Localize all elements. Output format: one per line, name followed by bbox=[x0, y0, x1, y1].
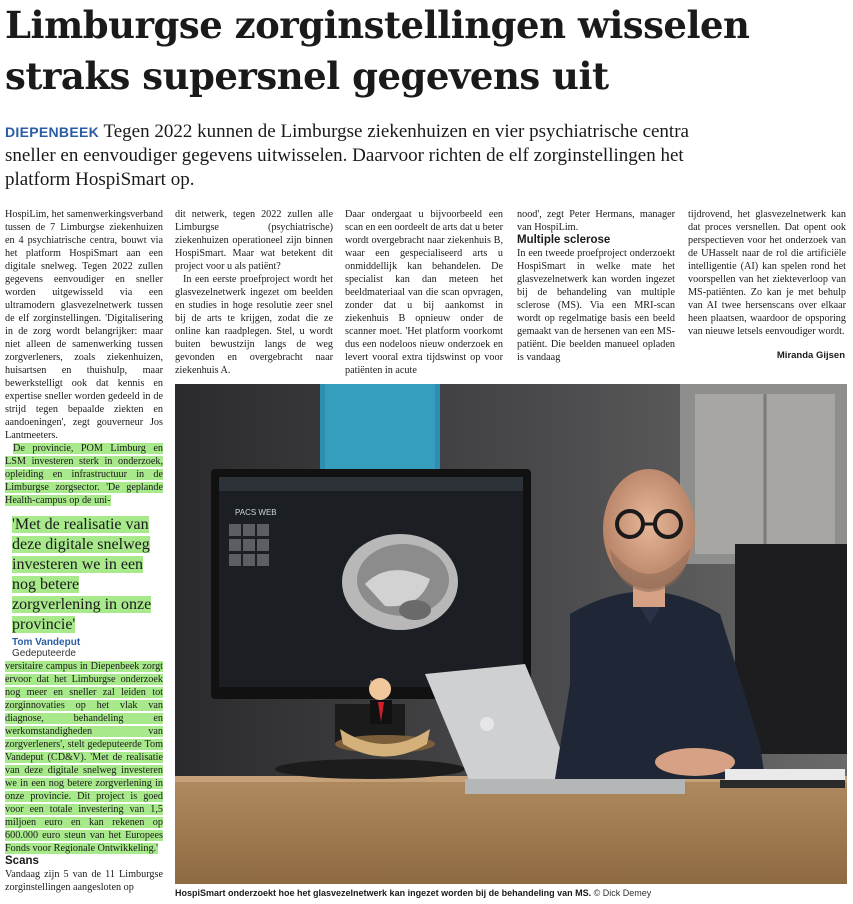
pull-quote bbox=[12, 515, 162, 659]
pull-quote-text-highlight: 'Met de realisatie van deze digitale snelweg investeren we in een nog betere zorgverlening in onze provincie' bbox=[12, 516, 152, 633]
col4-subhead: Multiple sclerose bbox=[517, 234, 611, 246]
col1-paragraph-4: Vandaag zijn 5 van de 11 Limburgse zorginstellingen aangesloten op bbox=[5, 869, 163, 893]
col2-paragraph-2: In een eerste proefproject wordt het glasvezelnetwerk ingezet om beelden en studies in hoge resolutie zeer snel bij de arts te krijgen, zodat die ze online kan raadplegen. Stel, u wordt buiten bewustzijn langs de weg gevonden en overgebracht naar ziekenhuis A. bbox=[175, 274, 333, 376]
col4-paragraph-2: In een tweede proefproject onderzoekt HospiSmart in welke mate het glasvezelnetwerk kan worden ingezet bij de behandeling van multiple sclerose (MS). Via een MRI-scan wordt op regelmatige basis een beeld gemaakt van de hersenen van een MS-patiënt. Die beelden manueel opladen is vandaag bbox=[517, 248, 675, 363]
column-1 bbox=[5, 208, 163, 507]
caption-credit: © Dick Demey bbox=[593, 888, 652, 898]
col2-paragraph-1: dit netwerk, tegen 2022 zullen alle Limburgse (psychiatrische) ziekenhuizen operationeel zijn binnen HospiSmart. Maar wat betekent dit project voor u als patiënt? bbox=[175, 209, 333, 272]
intro bbox=[5, 120, 740, 192]
screen-title: PACS WEB bbox=[235, 508, 277, 517]
col1-paragraph-3-text: versitaire campus in Diepenbeek zorgt ervoor dat het Limburgse onderzoek nog meer en sneller zal leiden tot zorginnovaties op het vlak van diagnose, behandeling en werkomstandigheden van zorgverleners', stelt gedeputeerde Tom Vandeput (CD&V). 'Met de realisatie van deze digitale snelweg investeren we in een nog betere zorgverlening in onze provincie. Dit project is goed voor een totale investering van 1,5 miljoen euro en kan rekenen op 600.000 euro steun van het Europees Fonds voor Regionale Ontwikkeling.' bbox=[5, 661, 163, 854]
col5-paragraph-1: tijdrovend, het glasvezelnetwerk kan dat proces versnellen. Dat opent ook perspectieven voor het onderzoek van de UHasselt naar de rol die artificiële intelligentie (AI) kan spelen rond het voorspellen van het ziekteverloop van MS-patiënten. Zo kan je met behulp van AI twee hersenscans over elkaar heen plaatsen, waardoor de opsporing van nieuwe letsels eenvoudiger wordt. bbox=[688, 209, 846, 337]
col1-paragraph-3 bbox=[5, 660, 163, 855]
kicker: DIEPENBEEK bbox=[5, 124, 100, 140]
pull-quote-role: Gedeputeerde bbox=[12, 648, 76, 659]
col1-paragraph-2-text: De provincie, POM Limburg en LSM investeren sterk in onderzoek, opleiding en infrastructuur in de Limburgse zorgsector. 'De geplande Health-campus op de uni- bbox=[5, 443, 163, 506]
column-4 bbox=[517, 208, 675, 364]
intro-text: Tegen 2022 kunnen de Limburgse ziekenhuizen en vier psychiatrische centra sneller en eenvoudiger gegevens uitwisselen. Daarvoor richten de elf zorginstellingen het platform HospiSmart op. bbox=[5, 121, 689, 190]
photo-illustration bbox=[175, 384, 847, 884]
col1-paragraph-1: HospiLim, het samenwerkingsverband tussen de 7 Limburgse ziekenhuizen en 4 psychiatrische centra, bouwt via het platform HospiSmart aan een digitale snelweg. Tegen 2022 zullen gegevens eenvoudiger en sneller worden uitgewisseld via een ultramodern glasvezelnetwerk tussen de elf zorginstellingen. 'Digitalisering in de zorg wordt belangrijker: maar niet alleen de samenwerking tussen zorgverleners, zoals ziekenhuizen, huisartsen en thuishulp, maar bewerkstelligt ook dat kennis en expertise sneller worden gedeeld in de strijd tegen bepaalde ziekten en aandoeningen', zegt gouverneur Jos Lantmeeters. bbox=[5, 209, 163, 441]
pull-quote-name: Tom Vandeput bbox=[12, 637, 81, 648]
column-5 bbox=[688, 208, 846, 338]
byline: Miranda Gijsen bbox=[776, 350, 845, 361]
column-3 bbox=[345, 208, 503, 377]
col1-paragraph-2 bbox=[5, 442, 163, 507]
col1-subhead: Scans bbox=[5, 855, 39, 867]
headline: Limburgse zorginstellingen wisselen straks supersnel gegevens uit bbox=[5, 3, 750, 98]
col3-paragraph-1: Daar ondergaat u bijvoorbeeld een scan en een oordeelt de arts dat u beter wordt overgebracht naar ziekenhuis B, waar een gespecialiseerd arts u onmiddellijk kan behandelen. De specialist kan dan meteen het beeldmateriaal van die scan opvragen, zonder dat u bij aankomst in ziekenhuis B opnieuw onder de scanner moet. 'Het platform voorkomt dus een nodeloos nieuw onderzoek en levert vooral extra tijdswinst op voor patiënten in acute bbox=[345, 209, 503, 376]
article-photo bbox=[175, 384, 847, 884]
column-1-continued bbox=[5, 660, 163, 894]
col4-paragraph-1: nood', zegt Peter Hermans, manager van HospiLim. bbox=[517, 209, 675, 233]
photo-caption bbox=[175, 887, 847, 899]
column-2 bbox=[175, 208, 333, 377]
pull-quote-text bbox=[12, 515, 162, 635]
caption-text: HospiSmart onderzoekt hoe het glasvezelnetwerk kan ingezet worden bij de behandeling van MS. bbox=[175, 888, 592, 898]
